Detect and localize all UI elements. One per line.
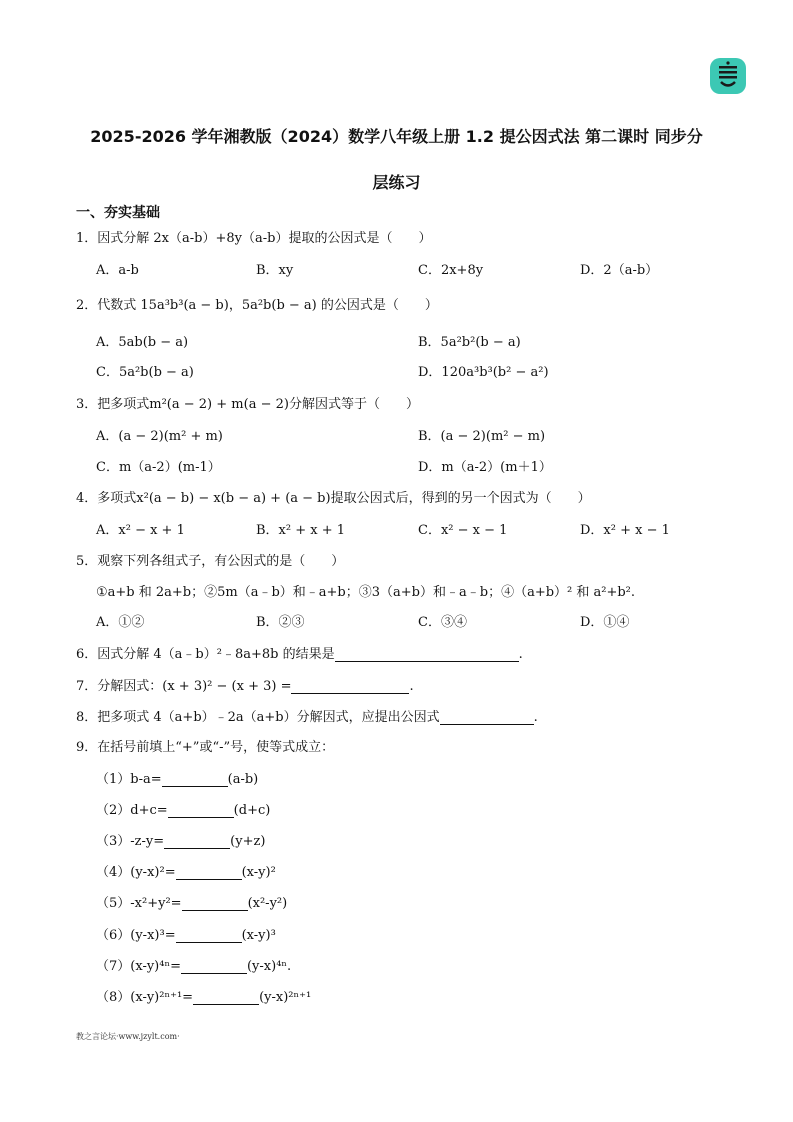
item-suffix: (x-y)³ [241, 928, 276, 943]
question-1-option-a: A．a-b [96, 263, 139, 278]
page-title-continued: 层练习 [372, 173, 421, 192]
question-7-stem: 7．分解因式：(x + 3)² − (x + 3) = [76, 679, 292, 694]
question-5-option-a: A．①② [96, 615, 145, 630]
question-9-item [96, 955, 291, 974]
item-prefix: （4）(y-x)²= [96, 865, 176, 880]
answer-blank[interactable] [176, 865, 242, 880]
question-2-option-d: D．120a³b³(b² − a²) [418, 365, 549, 380]
item-prefix: （3）-z-y= [96, 834, 165, 849]
item-suffix: (y+z) [230, 834, 266, 849]
question-4-option-b: B．x² + x + 1 [256, 523, 346, 538]
question-6-end: . [518, 647, 523, 662]
answer-blank[interactable] [181, 959, 247, 974]
item-prefix: （1）b-a= [96, 772, 162, 787]
question-9-stem: 9．在括号前填上“+”或“-”号，使等式成立： [76, 740, 335, 755]
question-9-item [96, 830, 265, 849]
question-9-item [96, 892, 287, 911]
question-6-stem: 6．因式分解 4（a﹣b）²﹣8a+8b 的结果是 [76, 647, 335, 662]
question-5-option-d: D．①④ [580, 615, 630, 630]
question-8 [76, 706, 538, 725]
item-suffix: (y-x)⁴ⁿ. [246, 959, 292, 974]
item-suffix: (a-b) [227, 772, 259, 787]
book-logo-icon [710, 58, 746, 94]
question-2-option-a: A．5ab(b − a) [96, 335, 189, 350]
answer-blank[interactable] [335, 647, 519, 662]
item-suffix: (d+c) [233, 803, 271, 818]
question-4-option-d: D．x² + x − 1 [580, 523, 670, 538]
question-2-option-c: C．5a²b(b − a) [96, 365, 194, 380]
answer-blank[interactable] [440, 710, 534, 725]
section-heading: 一、夯实基础 [76, 205, 160, 221]
question-1-option-b: B．xy [256, 263, 294, 278]
question-4-option-c: C．x² − x − 1 [418, 523, 508, 538]
item-suffix: (x-y)² [241, 865, 276, 880]
item-prefix: （2）d+c= [96, 803, 168, 818]
question-3-option-a: A．(a − 2)(m² + m) [96, 429, 223, 444]
question-1-option-d: D．2（a-b） [580, 263, 659, 278]
item-suffix: (x²-y²) [247, 896, 288, 911]
question-1-option-c: C．2x+8y [418, 263, 484, 278]
question-5-option-b: B．②③ [256, 615, 305, 630]
question-9-item [96, 799, 270, 818]
item-suffix: (y-x)²ⁿ⁺¹ [259, 990, 312, 1005]
question-9-item [96, 986, 311, 1005]
question-8-stem: 8．把多项式 4（a+b）﹣2a（a+b）分解因式，应提出公因式 [76, 710, 440, 725]
answer-blank[interactable] [176, 928, 242, 943]
question-9-item [96, 861, 276, 880]
question-6 [76, 643, 523, 662]
item-prefix: （8）(x-y)²ⁿ⁺¹= [96, 990, 194, 1005]
question-2-option-b: B．5a²b²(b − a) [418, 335, 521, 350]
page-title: 2025-2026 学年湘教版（2024）数学八年级上册 1.2 提公因式法 第二课时 同步分 [90, 127, 703, 146]
item-prefix: （5）-x²+y²= [96, 896, 182, 911]
question-7 [76, 675, 414, 694]
question-3-option-d: D．m（a-2）(m＋1） [418, 460, 552, 475]
answer-blank[interactable] [162, 772, 228, 787]
answer-blank[interactable] [291, 679, 409, 694]
question-7-end: . [409, 679, 414, 694]
question-5-stem: 5．观察下列各组式子，有公因式的是（ ） [76, 554, 345, 569]
item-prefix: （6）(y-x)³= [96, 928, 176, 943]
question-5-option-c: C．③④ [418, 615, 467, 630]
answer-blank[interactable] [182, 896, 248, 911]
answer-blank[interactable] [193, 990, 259, 1005]
question-4-stem: 4．多项式x²(a − b) − x(b − a) + (a − b)提取公因式后，得到的另一个因式为（ ） [76, 491, 591, 506]
item-prefix: （7）(x-y)⁴ⁿ= [96, 959, 181, 974]
answer-blank[interactable] [164, 834, 230, 849]
question-1-stem: 1．因式分解 2x（a-b）+8y（a-b）提取的公因式是（ ） [76, 231, 432, 246]
question-9-item [96, 924, 276, 943]
question-4-option-a: A．x² − x + 1 [96, 523, 185, 538]
answer-blank[interactable] [168, 803, 234, 818]
question-3-option-c: C．m（a-2）(m-1） [96, 460, 221, 475]
question-3-stem: 3．把多项式m²(a − 2) + m(a − 2)分解因式等于（ ） [76, 397, 419, 412]
footer-watermark: 教之言论坛·www.jzylt.com· [76, 1032, 180, 1041]
question-2-stem: 2．代数式 15a³b³(a − b)，5a²b(b − a) 的公因式是（ ） [76, 298, 438, 313]
question-3-option-b: B．(a − 2)(m² − m) [418, 429, 546, 444]
question-5-subitems: ①a+b 和 2a+b；②5m（a﹣b）和﹣a+b；③3（a+b）和﹣a﹣b；④（a+b）² 和 a²+b². [96, 585, 636, 600]
question-8-end: . [533, 710, 538, 725]
question-9-item [96, 768, 258, 787]
